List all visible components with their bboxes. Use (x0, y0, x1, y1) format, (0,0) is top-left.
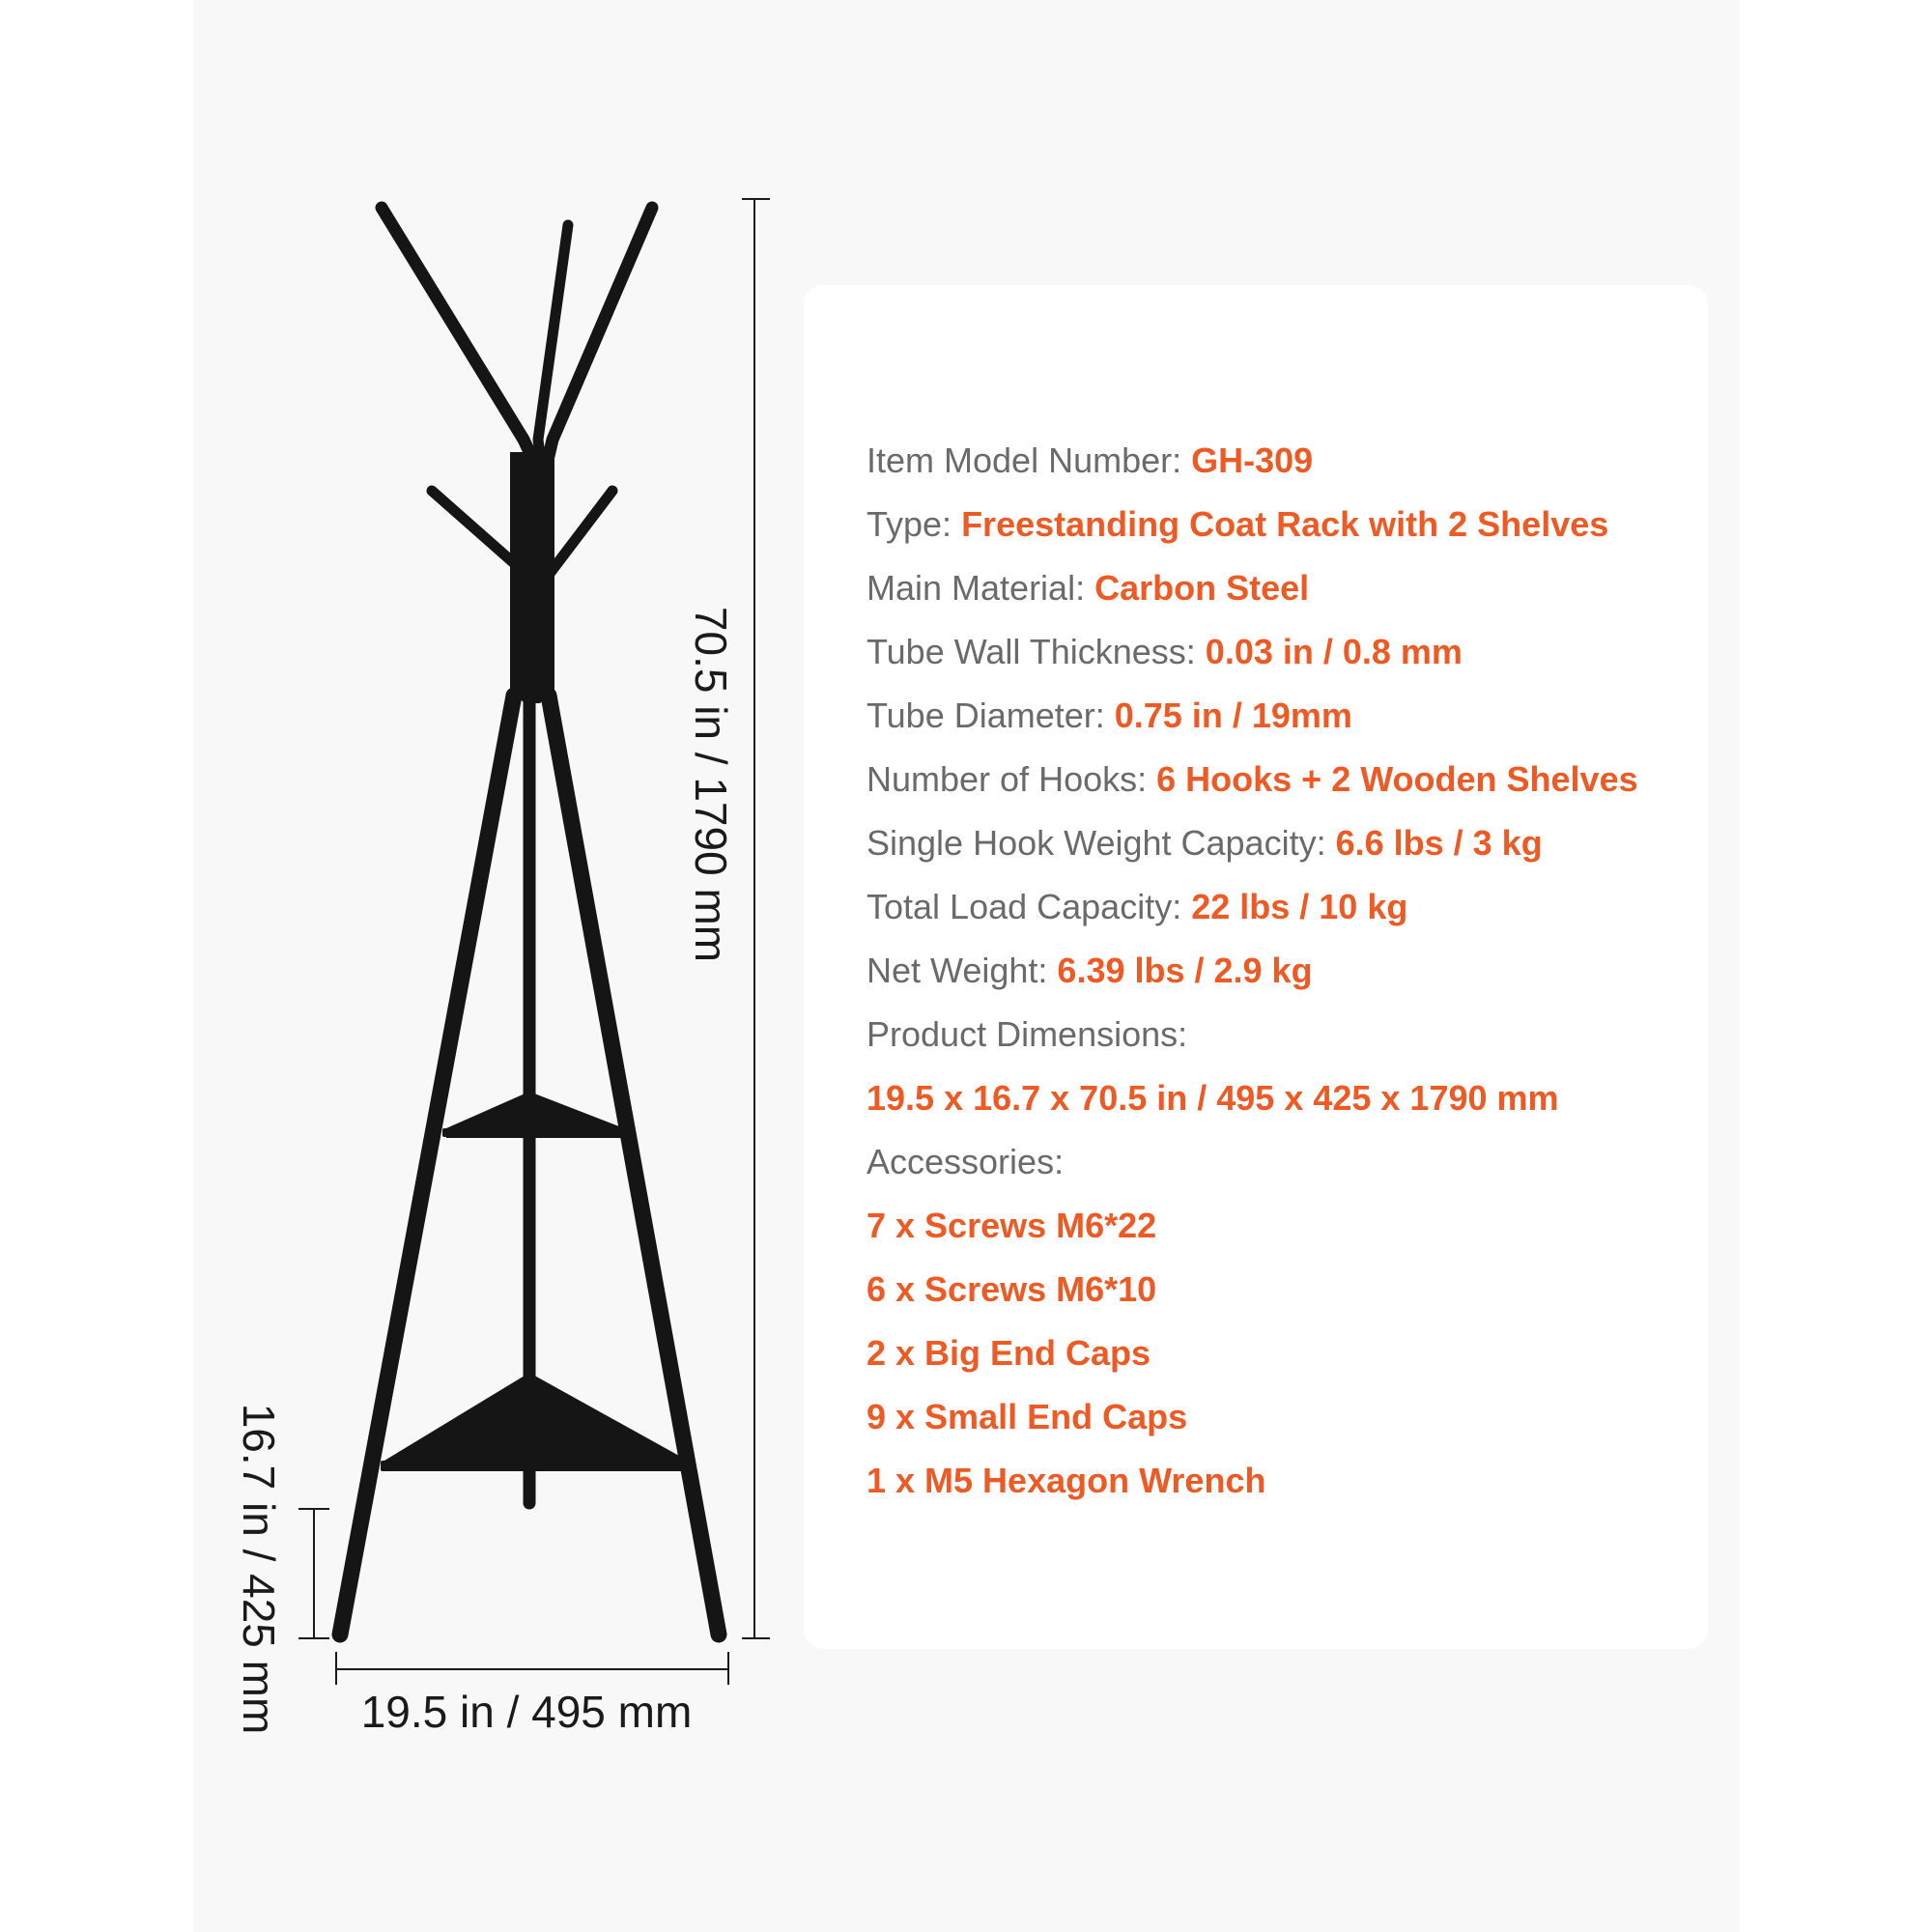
spec-label: Tube Wall Thickness: (867, 632, 1206, 671)
accessory-text: 1 x M5 Hexagon Wrench (867, 1461, 1266, 1500)
spec-value: 0.75 in / 19mm (1114, 696, 1352, 735)
spec-diameter-row (867, 684, 1697, 748)
spec-value: 6.39 lbs / 2.9 kg (1057, 951, 1313, 990)
spec-value: 6.6 lbs / 3 kg (1335, 823, 1543, 863)
accessory-item (867, 1194, 1697, 1258)
spec-label: Net Weight: (867, 951, 1058, 990)
accessory-item (867, 1449, 1697, 1513)
spec-value: GH-309 (1191, 440, 1314, 480)
spec-model-row (867, 429, 1697, 493)
spec-label: Accessories: (867, 1142, 1065, 1181)
left-foot-cap (332, 1629, 348, 1638)
accessory-item (867, 1321, 1697, 1385)
spec-label: Item Model Number: (867, 440, 1192, 480)
accessory-item (867, 1258, 1697, 1321)
specifications-card (804, 285, 1708, 1649)
lower-shelf (384, 1373, 688, 1471)
spec-value: 19.5 x 16.7 x 70.5 in / 495 x 425 x 1790 mm (867, 1078, 1559, 1118)
spec-label: Main Material: (867, 568, 1095, 608)
spec-label: Product Dimensions: (867, 1014, 1188, 1054)
spec-value: 6 Hooks + 2 Wooden Shelves (1156, 759, 1638, 799)
spec-value: Carbon Steel (1094, 568, 1310, 608)
spec-label: Total Load Capacity: (867, 887, 1192, 926)
spec-value: 0.03 in / 0.8 mm (1205, 632, 1463, 671)
spec-dimensions-label-row (867, 1003, 1697, 1066)
spec-accessories-label-row (867, 1130, 1697, 1194)
left-leg (340, 696, 514, 1634)
spec-label: Type: (867, 504, 962, 544)
spec-type-row (867, 493, 1697, 556)
spec-wall-row (867, 620, 1697, 684)
spec-value: 22 lbs / 10 kg (1191, 887, 1408, 926)
right-lower-hook (549, 491, 612, 575)
accessory-item (867, 1385, 1697, 1449)
left-lower-hook (432, 491, 522, 570)
spec-hooks-row (867, 748, 1697, 811)
accessory-text: 6 x Screws M6*10 (867, 1269, 1157, 1309)
accessory-text: 2 x Big End Caps (867, 1333, 1151, 1373)
accessory-text: 9 x Small End Caps (867, 1397, 1188, 1436)
width-dimension-label: 19.5 in / 495 mm (360, 1687, 693, 1737)
right-foot-cap (711, 1629, 726, 1638)
depth-dimension-label: 16.7 in / 425 mm (234, 1403, 284, 1735)
spec-dimensions-value-row (867, 1066, 1697, 1130)
height-dimension-label: 70.5 in / 1790 mm (686, 606, 736, 963)
spec-net-weight-row (867, 939, 1697, 1003)
spec-label: Number of Hooks: (867, 759, 1157, 799)
center-hub (510, 452, 554, 703)
spec-label: Single Hook Weight Capacity: (867, 823, 1336, 863)
left-upper-hook (382, 208, 531, 456)
spec-value: Freestanding Coat Rack with 2 Shelves (961, 504, 1609, 544)
specifications-list (867, 429, 1697, 1513)
accessory-text: 7 x Screws M6*22 (867, 1206, 1157, 1245)
spec-hook-capacity-row (867, 811, 1697, 875)
spec-material-row (867, 556, 1697, 620)
spec-label: Tube Diameter: (867, 696, 1115, 735)
spec-total-capacity-row (867, 875, 1697, 939)
